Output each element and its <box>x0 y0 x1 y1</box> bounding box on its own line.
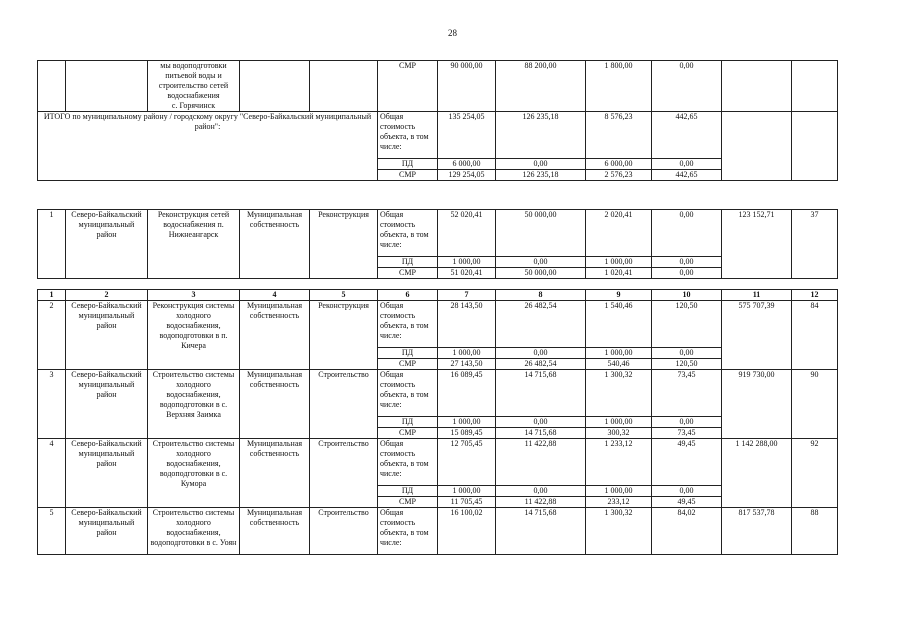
table-cell: 11 422,88 <box>496 439 586 486</box>
table-cell: 11 705,45 <box>438 497 496 508</box>
table-cell: 88 <box>792 508 838 555</box>
table-cell: 14 715,68 <box>496 370 586 417</box>
table-cell: 6 <box>378 290 438 301</box>
table-cell: 4 <box>240 290 310 301</box>
table-cell: 28 143,50 <box>438 301 496 348</box>
table-cell: 2 <box>38 301 66 370</box>
table-cell: 1 020,41 <box>586 268 652 279</box>
table-cell: Северо-Байкальский муниципальный район <box>66 210 148 279</box>
table-cell: СМР <box>378 61 438 112</box>
table-cell: Общая стоимость объекта, в том числе: <box>378 210 438 257</box>
table-cell: Общая стоимость объекта, в том числе: <box>378 301 438 348</box>
table-cell: 14 715,68 <box>496 428 586 439</box>
table-cell: Строительство <box>310 370 378 439</box>
table-cell: 1 <box>38 210 66 279</box>
table-cell: 135 254,05 <box>438 112 496 159</box>
table-cell: Общая стоимость объекта, в том числе: <box>378 439 438 486</box>
table-cell: 1 300,32 <box>586 508 652 555</box>
table-cell: Северо-Байкальский муниципальный район <box>66 370 148 439</box>
table-cell: Северо-Байкальский муниципальный район <box>66 439 148 508</box>
table-cell: 0,00 <box>496 348 586 359</box>
table-cell: 11 <box>722 290 792 301</box>
table-cell: 540,46 <box>586 359 652 370</box>
table-cell: 3 <box>38 370 66 439</box>
table-cell: ПД <box>378 257 438 268</box>
table-cell: 1 000,00 <box>438 486 496 497</box>
table-cell: ПД <box>378 486 438 497</box>
table-cell: ПД <box>378 417 438 428</box>
table-row <box>38 508 838 555</box>
table-cell: с. Горячинск <box>171 101 216 110</box>
table-cell: 0,00 <box>652 257 722 268</box>
table-cell: 15 089,45 <box>438 428 496 439</box>
table-cell: 0,00 <box>496 257 586 268</box>
table-cell: Общая стоимость объекта, в том числе: <box>378 112 438 159</box>
table-cell: Общая стоимость объекта, в том числе: <box>378 508 438 555</box>
table-cell: 8 576,23 <box>586 112 652 159</box>
table-cell: СМР <box>378 497 438 508</box>
table-cell: 1 000,00 <box>438 348 496 359</box>
table-cell: 817 537,78 <box>722 508 792 555</box>
table-cell: 442,65 <box>652 170 722 181</box>
table-cell: питьевой воды и <box>165 71 222 80</box>
table-cell: Северо-Байкальский муниципальный район <box>66 301 148 370</box>
table-cell: 1 300,32 <box>586 370 652 417</box>
table-cell: 126 235,18 <box>496 112 586 159</box>
table-cell: 8 <box>496 290 586 301</box>
table-cell: 50 000,00 <box>496 268 586 279</box>
table-cell: 26 482,54 <box>496 359 586 370</box>
table-cell: 4 <box>38 439 66 508</box>
table-cell: 2 <box>66 290 148 301</box>
table-cell: Муниципальная собственность <box>240 301 310 370</box>
page-number: 28 <box>448 28 457 38</box>
table-cell: 27 143,50 <box>438 359 496 370</box>
table-cell: 0,00 <box>652 61 722 112</box>
table-cell: Северо-Байкальский муниципальный район <box>66 508 148 555</box>
table-cell: 49,45 <box>652 497 722 508</box>
table-cell: 16 100,02 <box>438 508 496 555</box>
table-cell: Строительство <box>310 439 378 508</box>
table-cell: 6 000,00 <box>586 159 652 170</box>
table-cell: 442,65 <box>652 112 722 159</box>
table-cell: 12 <box>792 290 838 301</box>
table-cell: 120,50 <box>652 359 722 370</box>
table-row <box>38 210 838 257</box>
table-cell: 10 <box>652 290 722 301</box>
table-cell: 90 <box>792 370 838 439</box>
table-cell: мы водоподготовки <box>160 61 227 70</box>
table-cell: Муниципальная собственность <box>240 508 310 555</box>
table-cell: 0,00 <box>496 159 586 170</box>
table-cell: строительство сетей <box>158 81 229 90</box>
table-cell: 0,00 <box>652 348 722 359</box>
table-cell: Реконструкция <box>310 301 378 370</box>
table-cell: 0,00 <box>652 268 722 279</box>
table-cell: 1 <box>38 290 66 301</box>
table-cell: Строительство системы холодного водоснабжения, водоподготовки в с. Верхняя Заимка <box>148 370 240 439</box>
table-cell: 73,45 <box>652 370 722 417</box>
table-cell: Общая стоимость объекта, в том числе: <box>378 370 438 417</box>
total-label: ИТОГО по муниципальному району / городскому округу "Северо-Байкальский муниципальный район": <box>38 112 378 181</box>
table-cell: водоснабжения <box>167 91 220 100</box>
table-cell: 90 000,00 <box>438 61 496 112</box>
table-cell: 1 233,12 <box>586 439 652 486</box>
table-cell: 575 707,39 <box>722 301 792 370</box>
table-cell: Строительство системы холодного водоснабжения, водоподготовки в с. Кумора <box>148 439 240 508</box>
table-cell: 92 <box>792 439 838 508</box>
table-cell: 37 <box>792 210 838 279</box>
table-cell: 88 200,00 <box>496 61 586 112</box>
table-cell: 1 000,00 <box>586 257 652 268</box>
table-cell: 120,50 <box>652 301 722 348</box>
table-cell: 5 <box>310 290 378 301</box>
table-cell: 233,12 <box>586 497 652 508</box>
table-cell: 84,02 <box>652 508 722 555</box>
table-row <box>38 439 838 486</box>
table-cell: 0,00 <box>652 159 722 170</box>
table-cell: Реконструкция <box>310 210 378 279</box>
table-cell: СМР <box>378 268 438 279</box>
table-cell: 0,00 <box>496 486 586 497</box>
table-cell: Реконструкция сетей водоснабжения п. Нижнеангарск <box>148 210 240 279</box>
table-cell: СМР <box>378 428 438 439</box>
table-row <box>38 61 838 112</box>
table-cell: 0,00 <box>652 210 722 257</box>
table-cell: 919 730,00 <box>722 370 792 439</box>
table-cell: Муниципальная собственность <box>240 210 310 279</box>
table-cell: СМР <box>378 170 438 181</box>
table-cell: 11 422,88 <box>496 497 586 508</box>
table-cell: ПД <box>378 348 438 359</box>
table-cell: 0,00 <box>652 486 722 497</box>
table-cell: 1 000,00 <box>586 417 652 428</box>
total-row <box>38 112 838 159</box>
table-cell: Строительство <box>310 508 378 555</box>
table-cell: 1 800,00 <box>586 61 652 112</box>
table-cell: 5 <box>38 508 66 555</box>
table-cell: Муниципальная собственность <box>240 370 310 439</box>
table-cell: Муниципальная собственность <box>240 439 310 508</box>
table-cell: 26 482,54 <box>496 301 586 348</box>
table-cell: 1 000,00 <box>438 417 496 428</box>
table-cell: 123 152,71 <box>722 210 792 279</box>
table-cell: 16 089,45 <box>438 370 496 417</box>
table-cell: 1 000,00 <box>438 257 496 268</box>
table-cell: СМР <box>378 359 438 370</box>
table-cell: ПД <box>378 159 438 170</box>
table-cell: 51 020,41 <box>438 268 496 279</box>
column-number-header <box>38 290 838 301</box>
table-cell: 1 540,46 <box>586 301 652 348</box>
table-cell: 300,32 <box>586 428 652 439</box>
table-cell: 2 576,23 <box>586 170 652 181</box>
table-cell: 0,00 <box>652 417 722 428</box>
table-cell: Реконструкция системы холодного водоснабжения, водоподготовки в п. Кичера <box>148 301 240 370</box>
table-cell: 14 715,68 <box>496 508 586 555</box>
table-cell: 49,45 <box>652 439 722 486</box>
table-cell: 52 020,41 <box>438 210 496 257</box>
table-cell: 2 020,41 <box>586 210 652 257</box>
table-cell: Строительство системы холодного водоснабжения, водоподготовки в с. Уоян <box>148 508 240 555</box>
table-cell: 129 254,05 <box>438 170 496 181</box>
table-cell: 3 <box>148 290 240 301</box>
table-cell: 50 000,00 <box>496 210 586 257</box>
table-cell: 1 000,00 <box>586 348 652 359</box>
object-name <box>148 61 240 112</box>
table-cell: 1 000,00 <box>586 486 652 497</box>
table-cell: 6 000,00 <box>438 159 496 170</box>
table-cell: 84 <box>792 301 838 370</box>
table-row <box>38 370 838 417</box>
table-cell: 1 142 288,00 <box>722 439 792 508</box>
table-cell: 73,45 <box>652 428 722 439</box>
table-cell: 126 235,18 <box>496 170 586 181</box>
table-row <box>38 301 838 348</box>
table-cell: 7 <box>438 290 496 301</box>
table-cell: 12 705,45 <box>438 439 496 486</box>
table-cell: 0,00 <box>496 417 586 428</box>
investment-table <box>37 60 838 555</box>
table-cell: 9 <box>586 290 652 301</box>
